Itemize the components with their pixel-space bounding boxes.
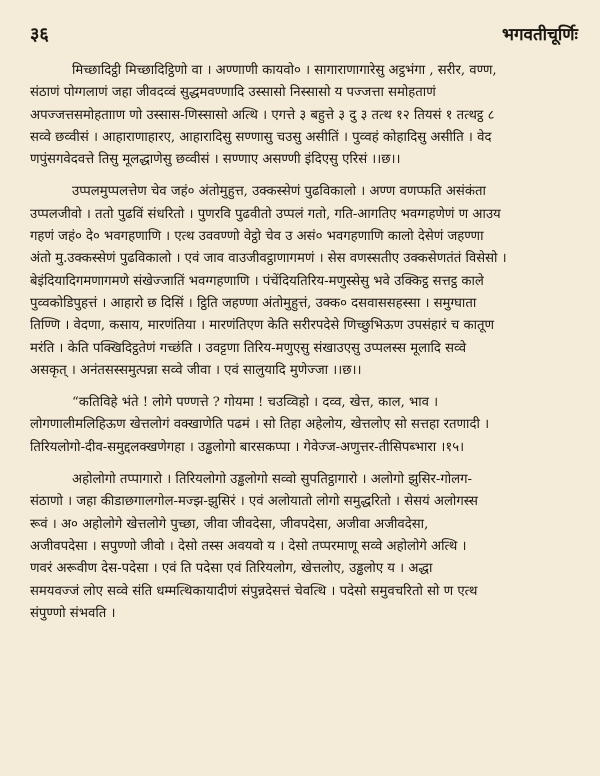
text-line: मिच्छादिट्ठी मिच्छादिट्ठिणो वा । अण्णाणी कायवो० । सागाराणागारेसु अट्ठभंगा , सरीर, वण्ण, [72,63,497,78]
page-body [30,60,578,635]
text-line: संठाणो । जहा कीडाछगालगोल-मज्झ-झुसिरं । एवं अलोयातो लोगो समुद्धरितो । सेसयं अलोगस्स [30,494,478,510]
paragraph-4 [30,469,578,625]
paragraph-1 [30,60,578,171]
page-number: ३६ [30,24,49,45]
text-line: संठाणं पोग्गलाणं जहा जीवदव्वं सुद्धमवण्णादि उस्सासो निस्सासो य पज्जत्ता समोहताणं [30,85,436,101]
text-line: अंतो मु.उक्कस्सेणं पुढविकालो । एवं जाव वाउजीवट्ठाणागमणं । सेस वणस्सतीए उक्कसेणतंतं विसेसो । [30,251,507,267]
text-line: उप्पलमुप्पलत्तेण चेव जहं० अंतोमुहुत्त, उक्कस्सेणं पुढविकालो । अण्ण वणप्फति असंकंता [72,184,486,200]
paragraph-3 [30,392,578,459]
text-line: उप्पलजीवो । ततो पुढविं संधरितो । पुणरवि पुढवीतो उप्पलं गतो, गति-आगतिए भवग्गहणेणं ण आउय [30,206,501,222]
text-line: णवरं अरूवीण देस-पदेसा । एवं ति पदेसा एवं तिरियलोग, खेत्तलोए, उड्ढलोए य । अद्धा [30,561,433,577]
text-line: असकृत् । अनंतसस्समुत्पन्ना सव्वे जीवा । एवं सालुयादि मुणेज्जा ।।छ।। [30,362,362,378]
text-line: समयवज्जं लोए सव्वे संति धम्मत्थिकायादीणं संपुन्नदेसत्तं चेवत्थि । पदेसो समुवचरितो सो ण एत्थ [30,583,478,599]
page-header [30,8,578,45]
text-line: अपज्जत्तसमोहतााण णो उस्सास-णिस्सासो अत्थि । एगत्ते ३ बहुत्ते ३ दु ३ तत्थ १२ तियसं १ तत्थट्ठ ८ [30,107,495,123]
text-line: गहणं जहं० दे० भवगहणाणि । एत्थ उववण्णो वेट्ठो चेव उ असं० भवगहणाणि कालो देसेणं जहण्णा [30,229,484,245]
text-line: रूवं । अ० अहोलोगे खेत्तलोगे पुच्छा, जीवा जीवदेसा, जीवपदेसा, अजीवा अजीवदेसा, [30,516,429,532]
text-line: लोगणालीमलिहिऊण खेत्तलोगं वक्खाणेति पढमं । सो तिहा अहेलोय, खेत्तलोए सो सत्तहा रतणादी । [30,417,490,433]
text-line: पुव्वकोडिपुहत्तं । आहारो छ दिसिं । ट्ठिति जहण्णा अंतोमुहुत्तं, उक्क० दसवाससहस्सा । समुग्घाता [30,295,477,311]
text-line: संपुण्णो संभवति । [30,605,116,621]
text-line: णपुंसगवेदवत्ते तिसु मूलद्धाणेसु छव्वीसं । सण्णाए असण्णी इंदिएसु एरिसं ।।छ।। [30,152,401,168]
text-line: तिरियलोगो-दीव-समुद्दलक्खणेगहा । उड्ढलोगो बारसकप्पा । गेवेज्ज-अणुत्तर-तीसिपब्भारा ।१५। [30,439,465,455]
text-line: “कतिविहे भंते ! लोगे पण्णत्ते ? गोयमा ! चउव्विहो । दव्व, खेत्त, काल, भाव । [72,395,439,411]
text-line: अहोलोगो तप्पागारो । तिरियलोगो उड्ढलोगो सव्वो सुपतिट्ठागारो । अलोगो झुसिर-गोलग- [72,472,473,488]
text-line: तिण्णि । वेदणा, कसाय, मारणंतिया । मारणंतिएण केति सरीरपदेसे णिच्छुभिऊण उपसंहारं च कातूण [30,318,495,334]
text-line: सव्वे छव्वीसं । आहाराणाहारए, आहारादिसु सण्णासु चउसु असीतिं । पुव्वहं कोहादिसु असीति । वेद [30,129,492,145]
text-line: बेइंदियादिगमणागमणे संखेज्जातिं भवग्गहणाणि । पंचेंदियतिरिय-मणुस्सेसु भवे उक्किट्ठ सत्तट्ठ काले [30,273,484,289]
text-line: अजीवपदेसा । सपुण्णो जीवो । देसो तस्स अवयवो य । देसो तप्परमाणू सव्वे अहोलोगे अत्थि । [30,538,467,554]
paragraph-2 [30,181,578,382]
text-line: मरंति । केति पक्खिदिट्ठतेणं गच्छंति । उवट्टणा तिरिय-मणुएसु संखाउएसु उप्पलस्स मूलादि सव्वे [30,340,467,356]
running-title: भगवतीचूर्णिः [502,25,578,45]
